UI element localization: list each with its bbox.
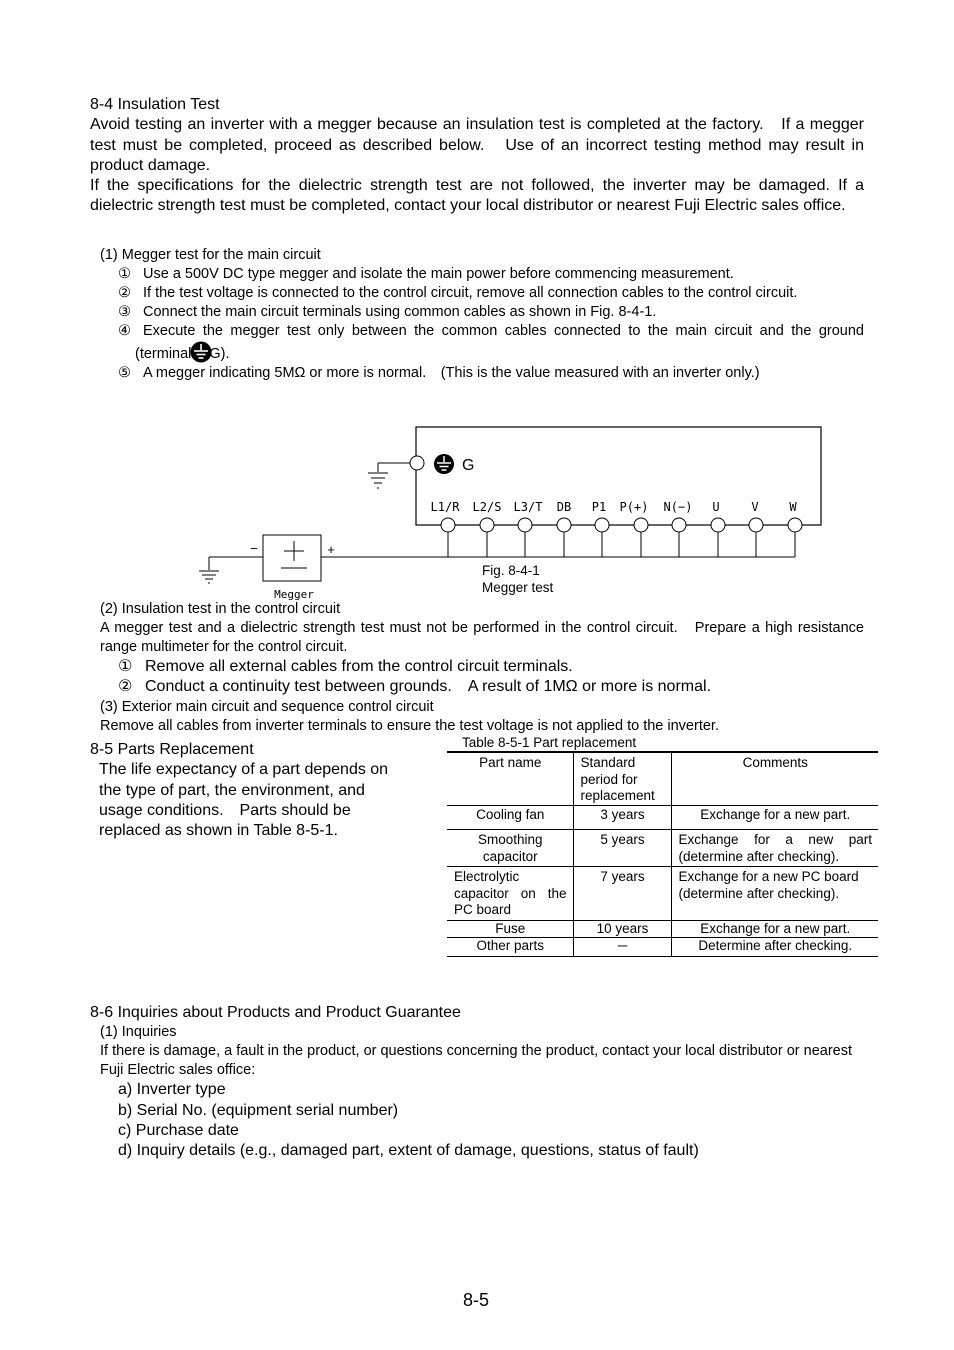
item-text: Execute the megger test only between the common cables connected to the main circuit and the ground (terminal (135, 323, 864, 362)
item-number: ⑤ (118, 365, 131, 381)
cell: Electrolytic capacitor on the PC board (447, 867, 573, 921)
list-item (118, 284, 864, 303)
terminal-circle (711, 518, 725, 532)
terminal-circle (480, 518, 494, 532)
terminal-circle (634, 518, 648, 532)
subsection-title: (3) Exterior main circuit and sequence control circuit (100, 698, 434, 715)
cell: 10 years (573, 920, 671, 938)
item-text: Remove all external cables from the control circuit terminals. (145, 658, 573, 675)
cell: 7 years (573, 867, 671, 921)
control-circuit-test (100, 600, 864, 736)
cell: ─ (573, 938, 671, 957)
cell: Exchange for a new part. (671, 920, 878, 938)
section-title: 8-5 Parts Replacement (90, 741, 254, 758)
subsection-title: (1) Inquiries (100, 1024, 177, 1041)
subsection-title: (2) Insulation test in the control circuit (100, 601, 341, 617)
paragraph: A megger test and a dielectric strength test must not be performed in the control circuit. Prepare a high resistance range multimeter for the control circuit. (100, 620, 864, 655)
inquiry-list (100, 1080, 864, 1161)
terminal-label: P(+) (619, 500, 649, 514)
ground-terminal (410, 456, 424, 470)
cell: Cooling fan (447, 805, 573, 830)
plus-sign: + (327, 542, 335, 557)
terminal-label: L1/R (430, 500, 460, 514)
cell: Fuse (447, 920, 573, 938)
terminal-circle (788, 518, 802, 532)
list-item (118, 677, 864, 697)
numbered-list (100, 265, 864, 383)
item-number: ③ (118, 304, 131, 320)
list-item (118, 265, 864, 284)
section-8-4 (90, 95, 864, 217)
paragraph: If the specifications for the dielectric strength test are not followed, the inverter may be damaged. If a dielectric strength test must be completed, contact your local distributor or nearest Fuji Electric sales office. (90, 177, 864, 215)
table-row (447, 867, 878, 921)
paragraph: If there is damage, a fault in the product, or questions concerning the product, contact your local distributor or nearest Fuji Electric sales office: (100, 1043, 853, 1079)
terminal-label: P1 (591, 500, 607, 514)
item-number: ② (118, 285, 131, 301)
parts-table (447, 751, 878, 957)
item-number: ② (118, 678, 133, 696)
terminal-label: U (712, 500, 720, 514)
table-row (447, 938, 878, 957)
item-number: ① (118, 658, 133, 675)
list-item (118, 364, 864, 383)
megger-label: Megger (274, 588, 314, 601)
item-text: If the test voltage is connected to the control circuit, remove all connection cables to the control circuit. (143, 285, 798, 301)
terminal-label: L3/T (513, 500, 543, 514)
item-text-end: G). (209, 346, 230, 362)
subsection-title: (1) Megger test for the main circuit (100, 247, 321, 263)
terminal-circle (441, 518, 455, 532)
megger-test-diagram (190, 420, 840, 605)
terminal-label: L2/S (472, 500, 502, 514)
header-cell: Part name (447, 752, 573, 805)
list-item (118, 303, 864, 322)
terminal-label: W (789, 500, 797, 514)
terminal-circle (595, 518, 609, 532)
megger-box (263, 535, 321, 581)
terminal-circle (672, 518, 686, 532)
megger-test-main-circuit (100, 246, 864, 383)
list-item: c) Purchase date (118, 1121, 239, 1139)
terminal-label: N(−) (663, 500, 693, 514)
table-row (447, 830, 878, 867)
paragraph: Avoid testing an inverter with a megger because an insulation test is completed at the factory. If a megger test must be completed, proceed as described below. Use of an incorrect testing method may result in product damage. (90, 116, 865, 174)
header-cell: Comments (671, 752, 878, 805)
item-number: ④ (118, 323, 131, 339)
cell: Exchange for a new PC board (determine after checking). (671, 867, 878, 921)
ground-symbol-icon (434, 454, 454, 474)
terminal-label: V (751, 500, 759, 514)
figure-caption: Megger test (482, 580, 554, 595)
table-row (447, 805, 878, 830)
list-item: b) Serial No. (equipment serial number) (118, 1101, 399, 1119)
cell: Other parts (447, 938, 573, 957)
cell: Smoothing capacitor (447, 830, 573, 867)
list-item: d) Inquiry details (e.g., damaged part, extent of damage, questions, status of fault) (118, 1142, 699, 1160)
section-title: 8-4 Insulation Test (90, 96, 220, 113)
item-text: A megger indicating 5MΩ or more is normal. (This is the value measured with an inverter only.) (143, 365, 760, 381)
terminal-circle (557, 518, 571, 532)
list-item: a) Inverter type (118, 1081, 226, 1099)
paragraph: Remove all cables from inverter terminals to ensure the test voltage is not applied to the inverter. (100, 717, 719, 734)
header-cell: Standard period for replacement (573, 752, 671, 805)
ground-label: G (462, 457, 475, 474)
cell: 3 years (573, 805, 671, 830)
paragraph: The life expectancy of a part depends on the type of part, the environment, and usage conditions. Parts should be replaced as shown in Table 8-5-1. (99, 761, 389, 840)
item-text: Connect the main circuit terminals using common cables as shown in Fig. 8-4-1. (143, 304, 657, 320)
section-8-5 (90, 740, 400, 841)
cell: 5 years (573, 830, 671, 867)
item-number: ① (118, 266, 131, 282)
figure-caption: Fig. 8-4-1 (482, 563, 540, 578)
section-title: 8-6 Inquiries about Products and Product Guarantee (90, 1004, 461, 1021)
list-item (118, 322, 864, 364)
cell: Exchange for a new part (determine after checking). (671, 830, 878, 867)
terminal-circle (749, 518, 763, 532)
terminal-circle (518, 518, 532, 532)
page-number: 8-5 (463, 1290, 490, 1310)
section-8-6 (90, 1003, 864, 1161)
list-item (118, 657, 864, 677)
terminal-label: DB (556, 500, 572, 514)
table-header-row (447, 752, 878, 805)
minus-sign: − (250, 541, 258, 556)
item-text: Conduct a continuity test between grounds. A result of 1MΩ or more is normal. (145, 678, 712, 696)
cell: Determine after checking. (671, 938, 878, 957)
table-row (447, 920, 878, 938)
cell: Exchange for a new part. (671, 805, 878, 830)
numbered-list (100, 657, 864, 698)
item-text: Use a 500V DC type megger and isolate the main power before commencing measurement. (143, 266, 734, 282)
table-caption: Table 8-5-1 Part replacement (462, 735, 637, 750)
